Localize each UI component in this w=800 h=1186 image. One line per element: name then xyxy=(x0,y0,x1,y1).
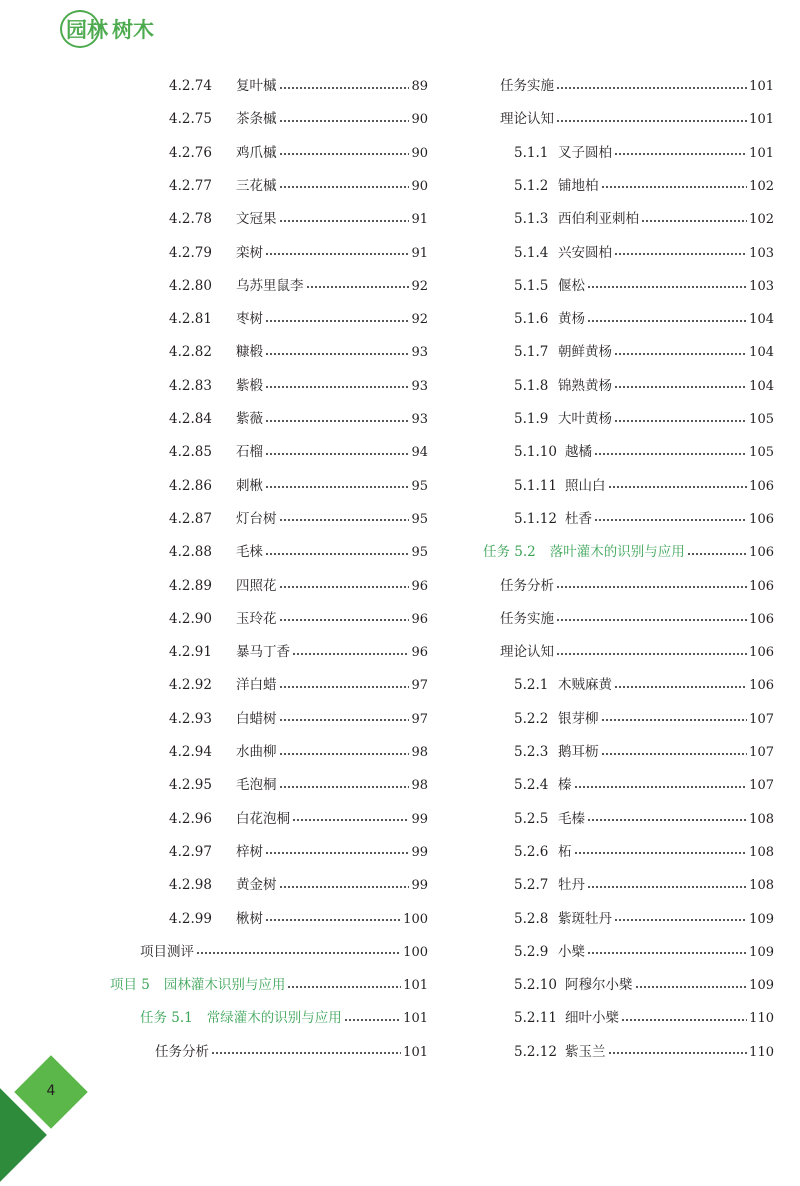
toc-entry-page: 106 xyxy=(749,478,774,494)
toc-entry-number: 5.1.10 xyxy=(514,444,557,461)
toc-entry[interactable] xyxy=(100,570,428,603)
toc-entry-page: 100 xyxy=(403,911,428,927)
toc-entry-title: 任务实施 xyxy=(500,78,554,94)
toc-entry-page: 96 xyxy=(411,578,428,594)
toc-entry-page: 101 xyxy=(749,112,774,128)
toc-entry-title: 玉玲花 xyxy=(236,610,277,627)
toc-entry-number: 项目 5 xyxy=(110,977,150,994)
toc-entry-number: 4.2.84 xyxy=(169,411,212,427)
toc-entry-title: 叉子圆柏 xyxy=(558,144,612,161)
toc-dot-leader xyxy=(265,381,409,393)
toc-entry-number: 4.2.86 xyxy=(169,477,212,494)
toc-entry[interactable] xyxy=(480,170,774,203)
toc-entry-title: 牡丹 xyxy=(558,877,585,894)
toc-entry-page: 104 xyxy=(749,345,774,361)
toc-entry-title: 紫玉兰 xyxy=(565,1043,606,1060)
toc-entry-title: 鸡爪槭 xyxy=(236,144,277,161)
toc-entry-title: 灯台树 xyxy=(236,510,277,527)
toc-dot-leader xyxy=(556,648,747,660)
toc-entry-number: 5.1.12 xyxy=(514,510,557,527)
toc-entry-page: 109 xyxy=(749,911,774,927)
toc-entry-title: 毛泡桐 xyxy=(236,777,277,794)
toc-entry-number: 5.2.2 xyxy=(514,710,549,727)
toc-entry[interactable] xyxy=(480,536,774,569)
toc-entry-page: 93 xyxy=(411,412,428,427)
toc-entry-title: 鹅耳枥 xyxy=(558,744,599,760)
toc-entry-title: 理论认知 xyxy=(500,111,554,128)
toc-entry-title: 偃松 xyxy=(558,277,585,294)
toc-entry-title: 茶条槭 xyxy=(236,111,277,128)
toc-dot-leader xyxy=(211,1047,401,1059)
toc-entry-page: 107 xyxy=(749,778,774,794)
toc-dot-leader xyxy=(265,847,409,859)
toc-entry-page: 108 xyxy=(749,844,774,860)
toc-entry-number: 5.1.6 xyxy=(514,311,549,328)
toc-entry-number: 4.2.75 xyxy=(169,111,212,128)
toc-entry-title: 细叶小檗 xyxy=(565,1010,619,1027)
toc-entry-page: 106 xyxy=(749,578,774,594)
toc-entry[interactable] xyxy=(100,436,428,469)
toc-entry-title: 白蜡树 xyxy=(236,710,277,727)
toc-entry-number: 4.2.98 xyxy=(169,877,212,894)
toc-entry[interactable] xyxy=(480,303,774,336)
toc-dot-leader xyxy=(687,548,747,560)
toc-entry[interactable] xyxy=(480,969,774,1002)
toc-entry-page: 102 xyxy=(749,212,774,228)
toc-entry-page: 101 xyxy=(403,1011,428,1027)
toc-entry[interactable] xyxy=(480,270,774,303)
toc-entry-number: 4.2.90 xyxy=(169,610,212,627)
toc-dot-leader xyxy=(614,415,747,427)
toc-entry[interactable] xyxy=(480,769,774,802)
logo-text-shumu: 树木 xyxy=(112,18,154,42)
toc-entry-number: 4.2.77 xyxy=(169,177,212,194)
toc-entry-number: 4.2.93 xyxy=(169,710,212,727)
toc-entry-title: 紫椴 xyxy=(236,377,263,394)
toc-entry-title: 大叶黄杨 xyxy=(558,411,612,427)
toc-entry-page: 101 xyxy=(403,978,428,994)
toc-entry-title: 榛 xyxy=(558,777,572,794)
toc-dot-leader xyxy=(265,348,409,360)
toc-dot-leader xyxy=(601,714,748,726)
toc-entry-page: 101 xyxy=(403,1044,428,1060)
toc-entry[interactable] xyxy=(100,470,428,503)
toc-entry-page: 96 xyxy=(411,611,428,627)
toc-entry[interactable] xyxy=(480,70,774,103)
toc-entry-title: 阿穆尔小檗 xyxy=(565,977,633,994)
toc-dot-leader xyxy=(608,481,748,493)
toc-dot-leader xyxy=(635,981,748,993)
toc-entry-page: 90 xyxy=(411,178,428,194)
toc-entry-page: 109 xyxy=(749,944,774,960)
toc-entry-title: 暴马丁香 xyxy=(236,644,290,661)
toc-dot-leader xyxy=(292,814,409,826)
toc-entry[interactable] xyxy=(100,303,428,336)
toc-entry[interactable] xyxy=(100,103,428,136)
toc-entry[interactable] xyxy=(100,336,428,369)
toc-entry-page: 97 xyxy=(411,711,428,727)
toc-entry-title: 栾树 xyxy=(236,244,263,261)
toc-entry[interactable] xyxy=(100,736,428,769)
toc-entry[interactable] xyxy=(100,536,428,569)
toc-entry-page: 105 xyxy=(749,412,774,427)
toc-entry-title: 杜香 xyxy=(565,510,592,527)
toc-dot-leader xyxy=(279,714,410,726)
toc-entry-title: 糠椴 xyxy=(236,344,263,361)
toc-dot-leader xyxy=(279,881,410,893)
toc-entry-number: 5.1.9 xyxy=(514,411,549,427)
toc-entry-page: 98 xyxy=(411,778,428,794)
toc-dot-leader xyxy=(265,415,409,427)
toc-entry-page: 98 xyxy=(411,745,428,760)
toc-dot-leader xyxy=(265,481,409,493)
toc-dot-leader xyxy=(587,947,747,959)
toc-dot-leader xyxy=(608,1047,748,1059)
toc-entry[interactable] xyxy=(480,803,774,836)
toc-entry[interactable] xyxy=(480,636,774,669)
toc-dot-leader xyxy=(556,614,747,626)
toc-entry-number: 5.1.5 xyxy=(514,277,549,294)
toc-dot-leader xyxy=(614,248,747,260)
toc-entry-number: 5.2.1 xyxy=(514,677,549,694)
toc-dot-leader xyxy=(601,748,748,760)
toc-entry-title: 任务分析 xyxy=(155,1043,209,1060)
toc-entry-number: 4.2.97 xyxy=(169,843,212,860)
toc-entry-title: 西伯利亚刺柏 xyxy=(558,211,639,228)
toc-entry-page: 104 xyxy=(749,378,774,394)
toc-entry-page: 97 xyxy=(411,678,428,694)
toc-dot-leader xyxy=(621,1014,747,1026)
toc-dot-leader xyxy=(556,115,747,127)
toc-entry[interactable] xyxy=(480,669,774,702)
toc-entry[interactable] xyxy=(100,803,428,836)
toc-entry-number: 5.2.3 xyxy=(514,744,549,760)
toc-entry[interactable] xyxy=(480,869,774,902)
toc-entry[interactable] xyxy=(100,170,428,203)
toc-entry-title: 毛梾 xyxy=(236,544,263,561)
toc-entry[interactable] xyxy=(100,836,428,869)
toc-dot-leader xyxy=(344,1014,401,1026)
toc-entry[interactable] xyxy=(480,1002,774,1035)
toc-entry-page: 95 xyxy=(411,545,428,561)
toc-entry-number: 5.2.9 xyxy=(514,943,549,960)
toc-entry[interactable] xyxy=(480,1036,774,1069)
toc-entry-page: 101 xyxy=(749,145,774,161)
toc-dot-leader xyxy=(601,181,748,193)
toc-dot-leader xyxy=(587,814,747,826)
toc-dot-leader xyxy=(279,82,410,94)
toc-entry[interactable] xyxy=(100,270,428,303)
toc-entry-number: 5.2.12 xyxy=(514,1043,557,1060)
toc-entry-title: 小檗 xyxy=(558,943,585,960)
toc-entry-title: 园林灌木识别与应用 xyxy=(163,977,286,994)
toc-entry-number: 4.2.85 xyxy=(169,444,212,461)
toc-entry-page: 90 xyxy=(411,112,428,128)
toc-entry-number: 4.2.80 xyxy=(169,277,212,294)
toc-entry[interactable] xyxy=(100,636,428,669)
toc-dot-leader xyxy=(556,581,747,593)
toc-entry-page: 90 xyxy=(411,145,428,161)
toc-entry-page: 99 xyxy=(411,844,428,860)
toc-entry-title: 锦熟黄杨 xyxy=(558,377,612,394)
toc-entry-page: 106 xyxy=(749,545,774,561)
toc-entry[interactable] xyxy=(100,403,428,436)
toc-entry-title: 朝鲜黄杨 xyxy=(558,344,612,361)
toc-entry-page: 95 xyxy=(411,478,428,494)
toc-entry[interactable] xyxy=(100,769,428,802)
toc-entry-title: 水曲柳 xyxy=(236,744,277,760)
toc-entry-page: 107 xyxy=(749,745,774,760)
toc-entry-page: 110 xyxy=(749,1011,774,1027)
toc-entry-number: 5.2.10 xyxy=(514,977,557,994)
toc-dot-leader xyxy=(265,315,409,327)
toc-entry[interactable] xyxy=(480,736,774,769)
toc-entry-title: 照山白 xyxy=(565,477,606,494)
toc-dot-leader xyxy=(279,681,410,693)
toc-entry-title: 枣树 xyxy=(236,311,263,328)
toc-entry-number: 4.2.82 xyxy=(169,344,212,361)
toc-entry-title: 黄金树 xyxy=(236,877,277,894)
toc-entry-title: 毛榛 xyxy=(558,810,585,827)
toc-dot-leader xyxy=(279,215,410,227)
toc-dot-leader xyxy=(614,381,747,393)
toc-entry[interactable] xyxy=(480,203,774,236)
toc-dot-leader xyxy=(641,215,747,227)
toc-entry-number: 4.2.76 xyxy=(169,144,212,161)
toc-entry-number: 4.2.79 xyxy=(169,244,212,261)
toc-entry-page: 93 xyxy=(411,378,428,394)
toc-entry-number: 4.2.91 xyxy=(169,644,212,661)
toc-entry-title: 柘 xyxy=(558,843,572,860)
toc-entry-title: 文冠果 xyxy=(236,211,277,228)
toc-dot-leader xyxy=(587,315,747,327)
toc-entry-title: 四照花 xyxy=(236,577,277,594)
toc-entry-page: 106 xyxy=(749,511,774,527)
toc-entry-number: 4.2.96 xyxy=(169,810,212,827)
toc-dot-leader xyxy=(292,648,409,660)
toc-entry-number: 5.1.3 xyxy=(514,211,549,228)
toc-entry-number: 5.1.1 xyxy=(514,144,549,161)
toc-entry[interactable] xyxy=(100,203,428,236)
toc-entry[interactable] xyxy=(480,137,774,170)
toc-entry-number: 5.2.4 xyxy=(514,777,549,794)
toc-entry-page: 109 xyxy=(749,978,774,994)
toc-entry[interactable] xyxy=(480,436,774,469)
toc-entry-page: 108 xyxy=(749,811,774,827)
toc-entry[interactable] xyxy=(480,903,774,936)
toc-entry[interactable] xyxy=(100,969,428,1002)
toc-dot-leader xyxy=(279,614,410,626)
toc-entry-number: 5.2.7 xyxy=(514,877,549,894)
toc-entry-number: 5.1.7 xyxy=(514,344,549,361)
toc-entry[interactable] xyxy=(480,403,774,436)
toc-entry-page: 106 xyxy=(749,678,774,694)
toc-entry-page: 101 xyxy=(749,79,774,94)
toc-dot-leader xyxy=(306,281,410,293)
toc-entry[interactable] xyxy=(100,936,428,969)
toc-entry-page: 100 xyxy=(403,944,428,960)
toc-entry-title: 项目测评 xyxy=(140,943,194,960)
toc-entry-page: 110 xyxy=(749,1044,774,1060)
toc-entry-title: 紫薇 xyxy=(236,411,263,427)
toc-entry-page: 89 xyxy=(411,79,428,94)
toc-entry[interactable] xyxy=(480,603,774,636)
toc-entry-page: 103 xyxy=(749,278,774,294)
toc-dot-leader xyxy=(614,348,747,360)
toc-dot-leader xyxy=(265,548,409,560)
toc-entry[interactable] xyxy=(100,370,428,403)
toc-entry-number: 4.2.78 xyxy=(169,211,212,228)
toc-entry-number: 4.2.74 xyxy=(169,78,212,94)
toc-entry[interactable] xyxy=(480,103,774,136)
toc-dot-leader xyxy=(265,448,409,460)
toc-dot-leader xyxy=(279,581,410,593)
toc-entry-page: 102 xyxy=(749,178,774,194)
toc-dot-leader xyxy=(587,881,747,893)
toc-dot-leader xyxy=(279,514,410,526)
toc-entry-page: 95 xyxy=(411,511,428,527)
toc-entry-number: 5.2.6 xyxy=(514,843,549,860)
toc-entry-title: 兴安圆柏 xyxy=(558,244,612,261)
toc-entry[interactable] xyxy=(100,1002,428,1035)
toc-entry-number: 4.2.87 xyxy=(169,510,212,527)
toc-entry-title: 乌苏里鼠李 xyxy=(236,277,304,294)
toc-dot-leader xyxy=(196,947,401,959)
toc-entry-page: 104 xyxy=(749,312,774,328)
logo-text-yuanlin: 园林 xyxy=(66,18,108,42)
toc-entry[interactable] xyxy=(100,1036,428,1069)
toc-entry-title: 理论认知 xyxy=(500,644,554,661)
toc-dot-leader xyxy=(574,847,748,859)
toc-entry[interactable] xyxy=(100,237,428,270)
toc-entry-page: 105 xyxy=(749,445,774,461)
toc-dot-leader xyxy=(279,781,410,793)
toc-entry-number: 4.2.94 xyxy=(169,744,212,760)
toc-entry-title: 三花槭 xyxy=(236,177,277,194)
toc-entry-number: 4.2.81 xyxy=(169,311,212,328)
toc-entry-number: 4.2.88 xyxy=(169,544,212,561)
toc-entry-number: 5.2.8 xyxy=(514,910,549,927)
toc-dot-leader xyxy=(279,748,410,760)
toc-dot-leader xyxy=(287,981,401,993)
toc-entry-page: 94 xyxy=(411,445,428,461)
toc-entry-page: 92 xyxy=(411,278,428,294)
toc-entry-page: 108 xyxy=(749,878,774,894)
toc-dot-leader xyxy=(265,248,409,260)
toc-entry-number: 4.2.89 xyxy=(169,577,212,594)
toc-entry-page: 106 xyxy=(749,611,774,627)
toc-entry-title: 任务分析 xyxy=(500,577,554,594)
toc-entry-title: 铺地柏 xyxy=(558,177,599,194)
toc-entry-title: 白花泡桐 xyxy=(236,810,290,827)
toc-dot-leader xyxy=(614,148,747,160)
toc-entry[interactable] xyxy=(100,603,428,636)
toc-entry[interactable] xyxy=(480,503,774,536)
toc-entry-number: 4.2.83 xyxy=(169,377,212,394)
toc-dot-leader xyxy=(587,281,747,293)
toc-entry[interactable] xyxy=(480,703,774,736)
page-number: 4 xyxy=(46,1083,56,1099)
toc-entry[interactable] xyxy=(100,503,428,536)
toc-entry-number: 5.2.11 xyxy=(514,1010,557,1027)
toc-entry-page: 91 xyxy=(411,245,428,261)
toc-entry-title: 落叶灌木的识别与应用 xyxy=(549,544,685,561)
toc-entry-number: 4.2.95 xyxy=(169,777,212,794)
toc-entry-number: 5.2.5 xyxy=(514,810,549,827)
toc-entry-title: 木贼麻黄 xyxy=(558,677,612,694)
toc-entry-page: 91 xyxy=(411,212,428,228)
toc-entry[interactable] xyxy=(100,703,428,736)
toc-dot-leader xyxy=(594,448,747,460)
toc-entry[interactable] xyxy=(100,137,428,170)
toc-entry-page: 107 xyxy=(749,711,774,727)
toc-entry[interactable] xyxy=(100,669,428,702)
toc-dot-leader xyxy=(594,514,747,526)
toc-entry[interactable] xyxy=(480,237,774,270)
toc-entry-number: 4.2.99 xyxy=(169,910,212,927)
toc-entry-page: 103 xyxy=(749,245,774,261)
toc-dot-leader xyxy=(279,181,410,193)
toc-entry[interactable] xyxy=(480,570,774,603)
toc-entry-title: 越橘 xyxy=(565,444,592,461)
toc-entry-number: 4.2.92 xyxy=(169,677,212,694)
toc-entry-title: 复叶槭 xyxy=(236,78,277,94)
toc-entry[interactable] xyxy=(100,869,428,902)
toc-entry-title: 楸树 xyxy=(236,910,263,927)
toc-entry-title: 常绿灌木的识别与应用 xyxy=(206,1010,342,1027)
toc-dot-leader xyxy=(556,82,747,94)
toc-dot-leader xyxy=(614,914,747,926)
toc-dot-leader xyxy=(614,681,747,693)
toc-entry-page: 99 xyxy=(411,878,428,894)
toc-entry-title: 刺楸 xyxy=(236,477,263,494)
toc-entry[interactable] xyxy=(480,936,774,969)
toc-entry-title: 紫斑牡丹 xyxy=(558,910,612,927)
header-logo xyxy=(60,8,154,50)
toc-entry-title: 梓树 xyxy=(236,843,263,860)
toc-entry[interactable] xyxy=(480,336,774,369)
toc-entry[interactable] xyxy=(480,836,774,869)
toc-entry-number: 5.1.11 xyxy=(514,477,557,494)
toc-entry-number: 5.1.4 xyxy=(514,244,549,261)
toc-entry-title: 任务实施 xyxy=(500,610,554,627)
toc-entry-page: 99 xyxy=(411,811,428,827)
toc-dot-leader xyxy=(279,115,410,127)
toc-entry-page: 92 xyxy=(411,312,428,328)
toc-entry-page: 96 xyxy=(411,645,428,661)
toc-entry-number: 5.1.2 xyxy=(514,177,549,194)
toc-entry-title: 洋白蜡 xyxy=(236,677,277,694)
toc-entry-number: 任务 5.2 xyxy=(483,544,536,561)
toc-dot-leader xyxy=(574,781,748,793)
toc-dot-leader xyxy=(279,148,410,160)
toc-dot-leader xyxy=(265,914,401,926)
toc-entry-page: 106 xyxy=(749,645,774,661)
toc-entry-title: 银芽柳 xyxy=(558,710,599,727)
toc-entry[interactable] xyxy=(480,370,774,403)
toc-entry-title: 石榴 xyxy=(236,444,263,461)
toc-entry-number: 任务 5.1 xyxy=(140,1010,193,1027)
toc-entry-number: 5.1.8 xyxy=(514,377,549,394)
toc-entry[interactable] xyxy=(100,70,428,103)
toc-entry[interactable] xyxy=(100,903,428,936)
toc-entry-page: 93 xyxy=(411,345,428,361)
toc-entry-title: 黄杨 xyxy=(558,311,585,328)
toc-entry[interactable] xyxy=(480,470,774,503)
